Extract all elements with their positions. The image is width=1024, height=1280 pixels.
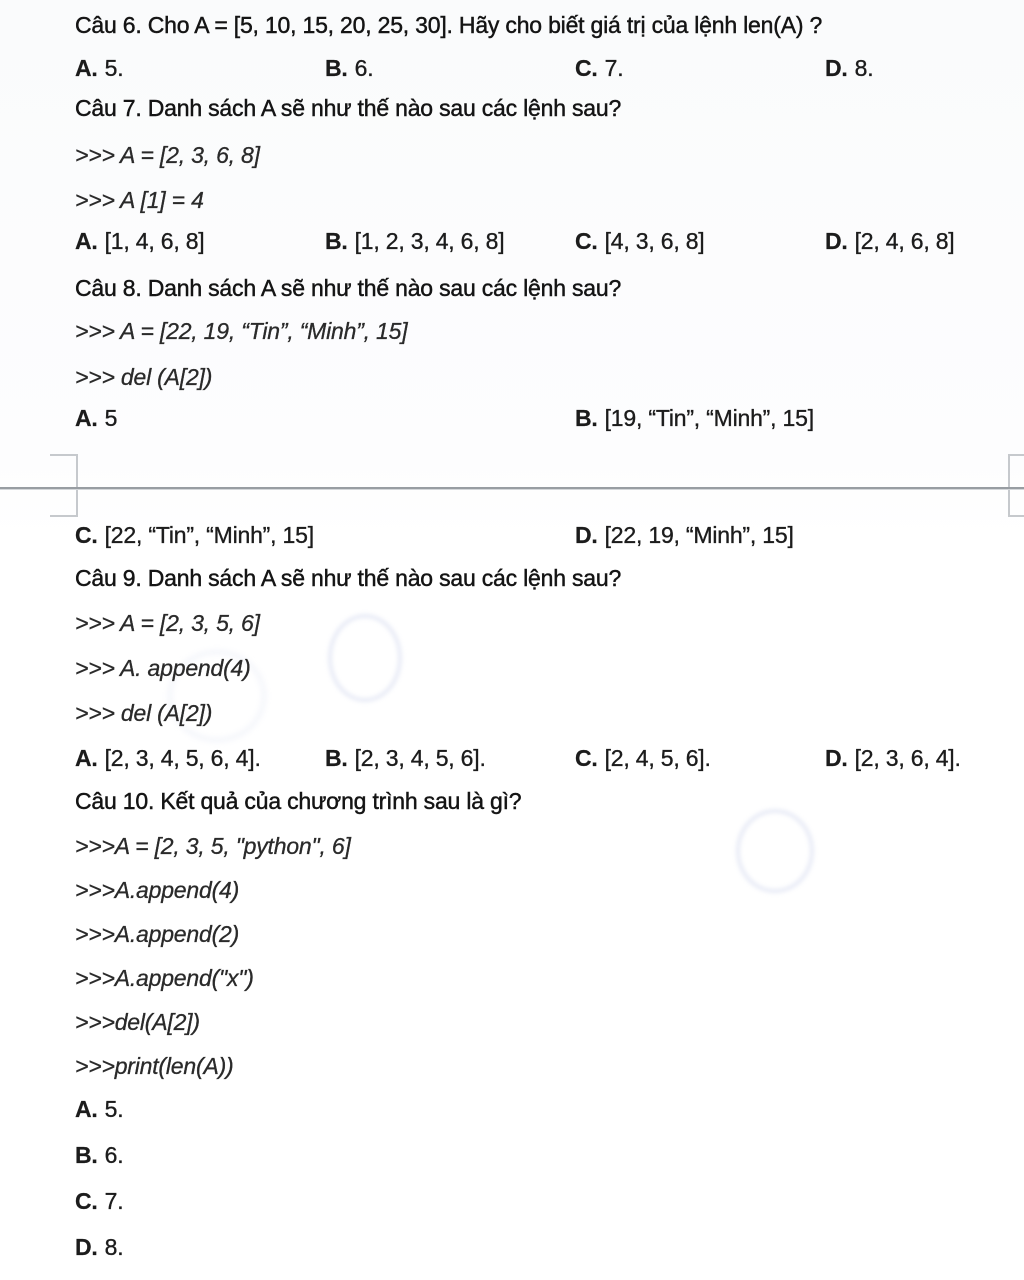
option-key: C.	[575, 228, 598, 254]
option-item	[75, 1234, 123, 1261]
crop-mark-bottom-right-h	[1008, 515, 1024, 517]
code-line: >>>A = [2, 3, 5, "python", 6]	[75, 833, 351, 859]
option-item	[75, 522, 314, 549]
code-line: >>> A = [2, 3, 6, 8]	[75, 142, 260, 168]
crop-mark-top-right-v	[1008, 454, 1010, 487]
option-key: A.	[75, 405, 98, 431]
option-text: 8.	[104, 1234, 124, 1260]
question-title: Câu 8. Danh sách A sẽ như thế nào sau các lệnh sau?	[75, 275, 622, 301]
option-text: [2, 4, 5, 6].	[604, 745, 711, 771]
option-key: B.	[325, 228, 348, 254]
option-text: [1, 2, 3, 4, 6, 8]	[354, 228, 505, 254]
option-key: C.	[75, 522, 98, 548]
code-line: >>>A.append("x")	[75, 965, 254, 991]
question-title: Câu 10. Kết quả của chương trình sau là gì?	[75, 788, 522, 814]
crop-mark-top-left-v	[76, 454, 78, 487]
option-text: [2, 3, 4, 5, 6].	[354, 745, 486, 771]
option-key: A.	[75, 1096, 98, 1122]
option-item	[75, 1188, 123, 1215]
option-key: B.	[325, 745, 348, 771]
crop-mark-bottom-left-v	[76, 490, 78, 517]
option-item	[325, 745, 486, 772]
crop-mark-bottom-right-v	[1008, 490, 1010, 517]
option-text: [4, 3, 6, 8]	[604, 228, 705, 254]
code-line: >>> del (A[2])	[75, 364, 213, 390]
option-text: 6.	[354, 55, 374, 81]
code-line: >>> A [1] = 4	[75, 187, 204, 213]
code-line: >>> A. append(4)	[75, 655, 251, 681]
question-title: Câu 6. Cho A = [5, 10, 15, 20, 25, 30]. Hãy cho biết giá trị của lệnh len(A) ?	[75, 12, 823, 38]
crop-mark-top-right-h	[1008, 454, 1024, 456]
option-item	[575, 405, 814, 432]
option-key: A.	[75, 228, 98, 254]
option-item	[575, 55, 623, 82]
code-line: >>>A.append(4)	[75, 877, 240, 903]
option-key: B.	[325, 55, 348, 81]
option-text: [2, 4, 6, 8]	[854, 228, 955, 254]
code-line: >>> A = [22, 19, “Tin”, “Minh”, 15]	[75, 318, 408, 344]
option-item	[75, 228, 205, 255]
code-line: >>> A = [2, 3, 5, 6]	[75, 610, 260, 636]
crop-mark-bottom-left-h	[50, 515, 78, 517]
option-item	[575, 228, 705, 255]
code-line: >>>print(len(A))	[75, 1053, 234, 1079]
option-item	[75, 1142, 123, 1169]
code-line: >>>A.append(2)	[75, 921, 240, 947]
option-item	[75, 405, 117, 432]
crop-mark-top-left-h	[50, 454, 78, 456]
option-text: [2, 3, 6, 4].	[854, 745, 961, 771]
option-text: 7.	[604, 55, 624, 81]
option-key: D.	[75, 1234, 98, 1260]
page-break-line	[0, 487, 1024, 490]
option-key: A.	[75, 55, 98, 81]
option-key: B.	[575, 405, 598, 431]
option-text: [2, 3, 4, 5, 6, 4].	[104, 745, 261, 771]
option-text: 5	[104, 405, 118, 431]
option-text: 5.	[104, 55, 124, 81]
option-key: D.	[825, 745, 848, 771]
option-text: 5.	[104, 1096, 124, 1122]
watermark-ring	[736, 809, 814, 893]
option-key: D.	[825, 55, 848, 81]
option-item	[325, 55, 373, 82]
option-key: A.	[75, 745, 98, 771]
option-item	[75, 745, 261, 772]
option-item	[75, 55, 123, 82]
option-item	[75, 1096, 123, 1123]
option-key: C.	[575, 745, 598, 771]
option-item	[825, 745, 961, 772]
option-text: [19, “Tin”, “Minh”, 15]	[604, 405, 814, 431]
question-title: Câu 9. Danh sách A sẽ như thế nào sau các lệnh sau?	[75, 565, 622, 591]
code-line: >>> del (A[2])	[75, 700, 213, 726]
option-item	[325, 228, 504, 255]
option-key: D.	[825, 228, 848, 254]
code-line: >>>del(A[2])	[75, 1009, 200, 1035]
option-text: [1, 4, 6, 8]	[104, 228, 205, 254]
option-text: 8.	[854, 55, 874, 81]
option-item	[575, 522, 794, 549]
option-text: 6.	[104, 1142, 124, 1168]
option-text: [22, “Tin”, “Minh”, 15]	[104, 522, 314, 548]
option-item	[825, 55, 873, 82]
option-key: D.	[575, 522, 598, 548]
option-item	[825, 228, 955, 255]
option-item	[575, 745, 711, 772]
option-text: 7.	[104, 1188, 124, 1214]
question-title: Câu 7. Danh sách A sẽ như thế nào sau các lệnh sau?	[75, 95, 622, 121]
option-key: C.	[75, 1188, 98, 1214]
option-key: C.	[575, 55, 598, 81]
watermark-ring	[328, 614, 402, 702]
option-text: [22, 19, “Minh”, 15]	[604, 522, 794, 548]
option-key: B.	[75, 1142, 98, 1168]
